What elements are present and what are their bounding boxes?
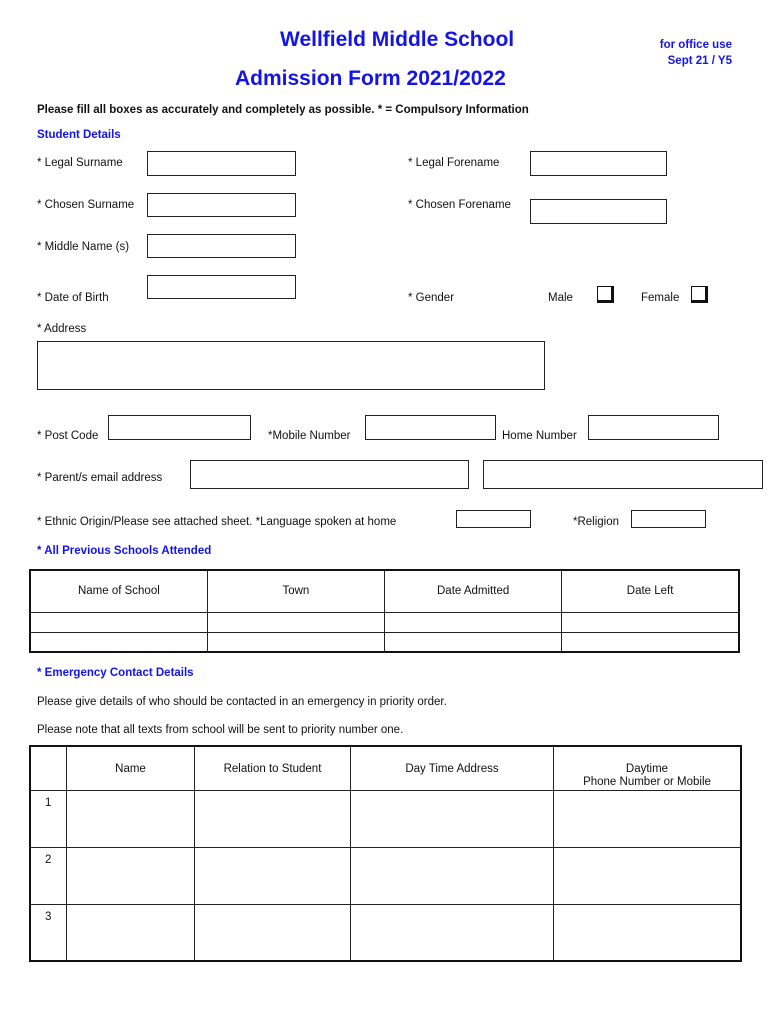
middle-names-label: * Middle Name (s) <box>37 241 130 253</box>
col-name: Name <box>67 746 195 790</box>
instructions: Please fill all boxes as accurately and completely as possible. * = Compulsory Information <box>37 104 529 116</box>
name-cell[interactable] <box>67 904 195 961</box>
legal-forename-field[interactable] <box>530 151 667 176</box>
form-title: Admission Form 2021/2022 <box>235 67 506 90</box>
table-row <box>30 904 741 961</box>
religion-label: *Religion <box>573 516 620 528</box>
language-field[interactable] <box>456 510 531 528</box>
school-cell[interactable] <box>30 632 207 652</box>
emergency-heading: * Emergency Contact Details <box>37 667 194 679</box>
home-number-field[interactable] <box>588 415 719 440</box>
legal-surname-label: * Legal Surname <box>37 157 123 169</box>
phone-cell[interactable] <box>554 847 742 904</box>
mobile-number-label: *Mobile Number <box>268 430 351 442</box>
emergency-contacts-table <box>29 745 742 962</box>
col-name-of-school: Name of School <box>30 570 207 612</box>
name-cell[interactable] <box>67 847 195 904</box>
row-number: 3 <box>30 904 67 961</box>
male-label: Male <box>548 292 573 304</box>
gender-label: * Gender <box>408 292 455 304</box>
col-date-admitted: Date Admitted <box>385 570 562 612</box>
table-header-row <box>30 746 741 790</box>
religion-field[interactable] <box>631 510 706 528</box>
email-field-1[interactable] <box>190 460 469 489</box>
table-row <box>30 632 739 652</box>
office-use-note <box>660 37 732 69</box>
col-daytime-label: Daytime <box>625 763 669 775</box>
previous-schools-heading: * All Previous Schools Attended <box>37 545 212 557</box>
table-row <box>30 790 741 847</box>
date-left-cell[interactable] <box>562 612 739 632</box>
dob-label: * Date of Birth <box>37 292 109 304</box>
email-field-2[interactable] <box>483 460 763 489</box>
col-town: Town <box>207 570 384 612</box>
legal-surname-field[interactable] <box>147 151 296 176</box>
office-use-label: for office use <box>659 39 732 51</box>
date-left-cell[interactable] <box>562 632 739 652</box>
chosen-surname-label: * Chosen Surname <box>37 199 135 211</box>
col-date-left: Date Left <box>562 570 739 612</box>
relation-cell[interactable] <box>195 790 351 847</box>
post-code-label: * Post Code <box>37 430 99 442</box>
date-admitted-cell[interactable] <box>385 612 562 632</box>
school-cell[interactable] <box>30 612 207 632</box>
legal-forename-label: * Legal Forename <box>408 157 500 169</box>
phone-cell[interactable] <box>554 904 742 961</box>
relation-cell[interactable] <box>195 847 351 904</box>
table-row <box>30 847 741 904</box>
chosen-forename-label: * Chosen Forename <box>408 199 511 211</box>
dob-field[interactable] <box>147 275 296 299</box>
address-label: * Address <box>37 323 87 335</box>
middle-names-field[interactable] <box>147 234 296 258</box>
col-number <box>30 746 67 790</box>
ethnic-language-label: * Ethnic Origin/Please see attached sheet. *Language spoken at home <box>37 516 397 528</box>
address-cell[interactable] <box>351 847 554 904</box>
school-name: Wellfield Middle School <box>280 28 515 51</box>
town-cell[interactable] <box>207 632 384 652</box>
col-daytime-phone <box>554 746 742 790</box>
name-cell[interactable] <box>67 790 195 847</box>
table-row <box>30 612 739 632</box>
student-details-heading: Student Details <box>37 129 121 141</box>
table-header-row <box>30 570 739 612</box>
town-cell[interactable] <box>207 612 384 632</box>
home-number-label: Home Number <box>502 430 577 442</box>
date-admitted-cell[interactable] <box>385 632 562 652</box>
relation-cell[interactable] <box>195 904 351 961</box>
email-label: * Parent/s email address <box>37 472 163 484</box>
col-relation: Relation to Student <box>195 746 351 790</box>
emergency-instruction-2: Please note that all texts from school will be sent to priority number one. <box>37 724 404 736</box>
address-cell[interactable] <box>351 904 554 961</box>
row-number: 1 <box>30 790 67 847</box>
chosen-surname-field[interactable] <box>147 193 296 217</box>
mobile-number-field[interactable] <box>365 415 496 440</box>
emergency-instruction-1: Please give details of who should be contacted in an emergency in priority order. <box>37 696 447 708</box>
office-use-code: Sept 21 / Y5 <box>667 55 732 67</box>
female-checkbox[interactable] <box>691 286 708 303</box>
col-daytime-address: Day Time Address <box>351 746 554 790</box>
row-number: 2 <box>30 847 67 904</box>
female-label: Female <box>641 292 680 304</box>
previous-schools-table <box>29 569 740 653</box>
chosen-forename-field[interactable] <box>530 199 667 224</box>
address-cell[interactable] <box>351 790 554 847</box>
male-checkbox[interactable] <box>597 286 614 303</box>
phone-cell[interactable] <box>554 790 742 847</box>
address-field[interactable] <box>37 341 545 390</box>
post-code-field[interactable] <box>108 415 251 440</box>
col-phone-label: Phone Number or Mobile <box>583 776 711 788</box>
